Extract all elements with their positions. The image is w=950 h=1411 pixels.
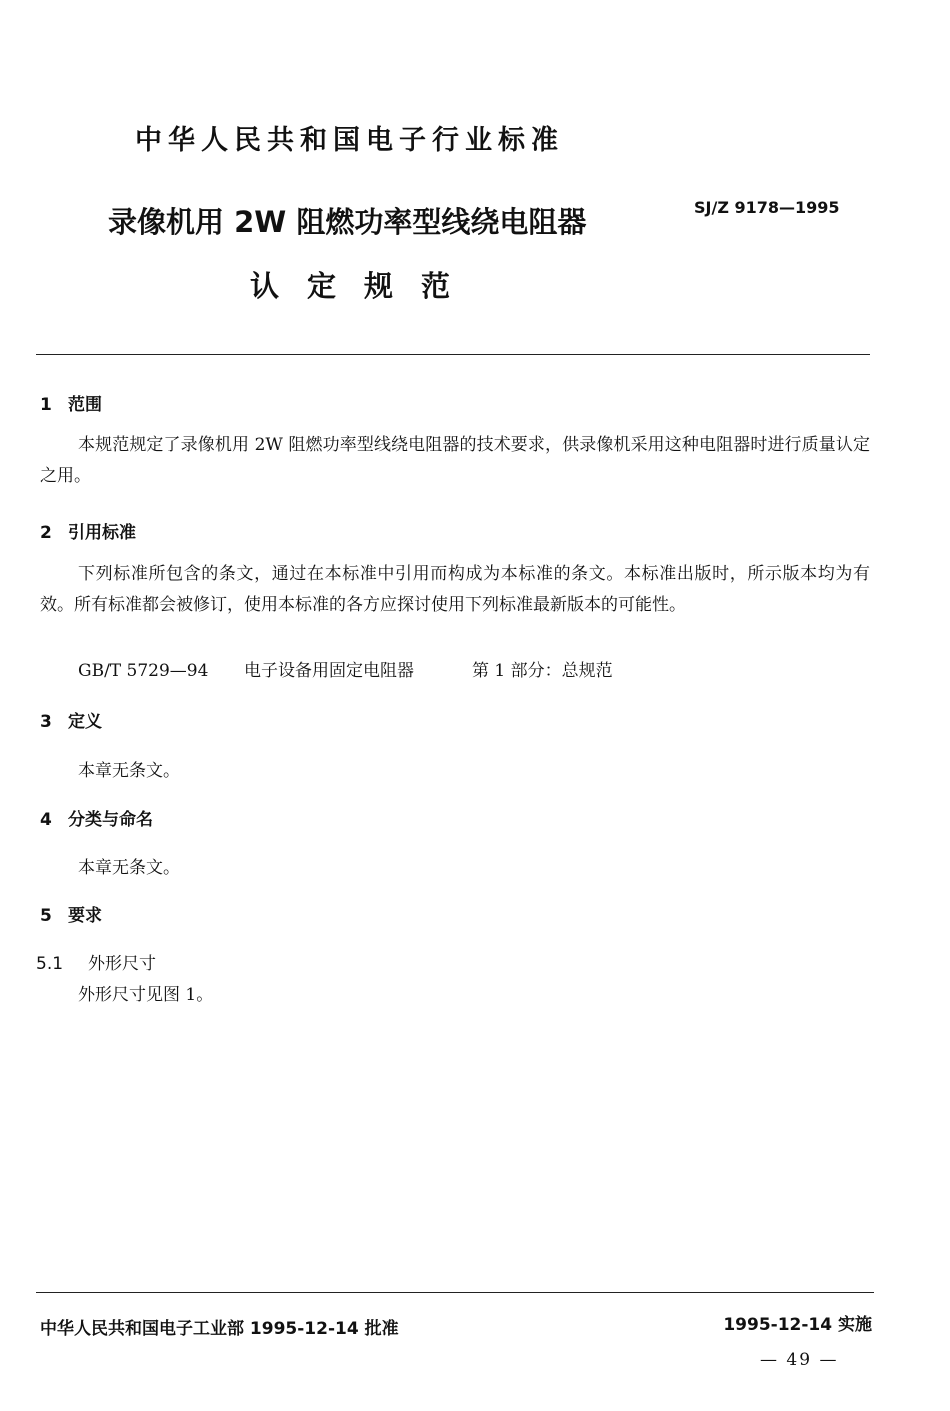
section-2-number: 2 <box>40 523 52 543</box>
subsection-5-1-number: 5.1 <box>36 954 64 974</box>
section-2-heading <box>40 518 136 543</box>
section-3-heading <box>40 707 102 732</box>
reference-entry <box>78 656 613 681</box>
section-2-paragraph: 下列标准所包含的条文，通过在本标准中引用而构成为本标准的条文。本标准出版时，所示版本均为有效。所有标准都会被修订，使用本标准的各方应探讨使用下列标准最新版本的可能性。 <box>40 564 870 615</box>
section-5-number: 5 <box>40 906 52 926</box>
document-title: 录像机用 2W 阻燃功率型线绕电阻器 <box>108 205 587 239</box>
page-number: — 49 — <box>760 1350 839 1370</box>
section-1-title: 范围 <box>68 395 102 415</box>
section-3-paragraph: 本章无条文。 <box>78 761 180 781</box>
approval-line: 中华人民共和国电子工业部 1995-12-14 批准 <box>40 1319 399 1339</box>
subsection-5-1-title: 外形尺寸 <box>88 954 156 974</box>
section-4-paragraph: 本章无条文。 <box>78 858 180 878</box>
section-1-paragraph: 本规范规定了录像机用 2W 阻燃功率型线绕电阻器的技术要求，供录像机采用这种电阻器时进行质量认定之用。 <box>40 435 870 486</box>
section-1-number: 1 <box>40 395 52 415</box>
section-1-heading <box>40 390 102 415</box>
header-divider <box>36 354 870 355</box>
standard-organization-heading: 中华人民共和国电子行业标准 <box>135 125 564 156</box>
subsection-5-1-text: 外形尺寸见图 1。 <box>78 985 214 1005</box>
subsection-5-1-heading <box>36 949 156 974</box>
implementation-date: 1995-12-14 实施 <box>723 1315 872 1335</box>
section-3-title: 定义 <box>68 712 102 732</box>
section-4-heading <box>40 805 153 830</box>
section-4-title: 分类与命名 <box>68 810 153 830</box>
section-3-number: 3 <box>40 712 52 732</box>
reference-part: 第 1 部分：总规范 <box>472 661 613 681</box>
section-2-title: 引用标准 <box>68 523 136 543</box>
document-subtitle: 认定规范 <box>250 269 479 303</box>
section-4-number: 4 <box>40 810 52 830</box>
reference-code: GB/T 5729—94 <box>78 661 209 681</box>
section-5-heading <box>40 901 102 926</box>
reference-title: 电子设备用固定电阻器 <box>244 661 414 681</box>
standard-number: SJ/Z 9178—1995 <box>694 198 840 217</box>
section-5-title: 要求 <box>68 906 102 926</box>
footer-divider <box>36 1292 874 1293</box>
